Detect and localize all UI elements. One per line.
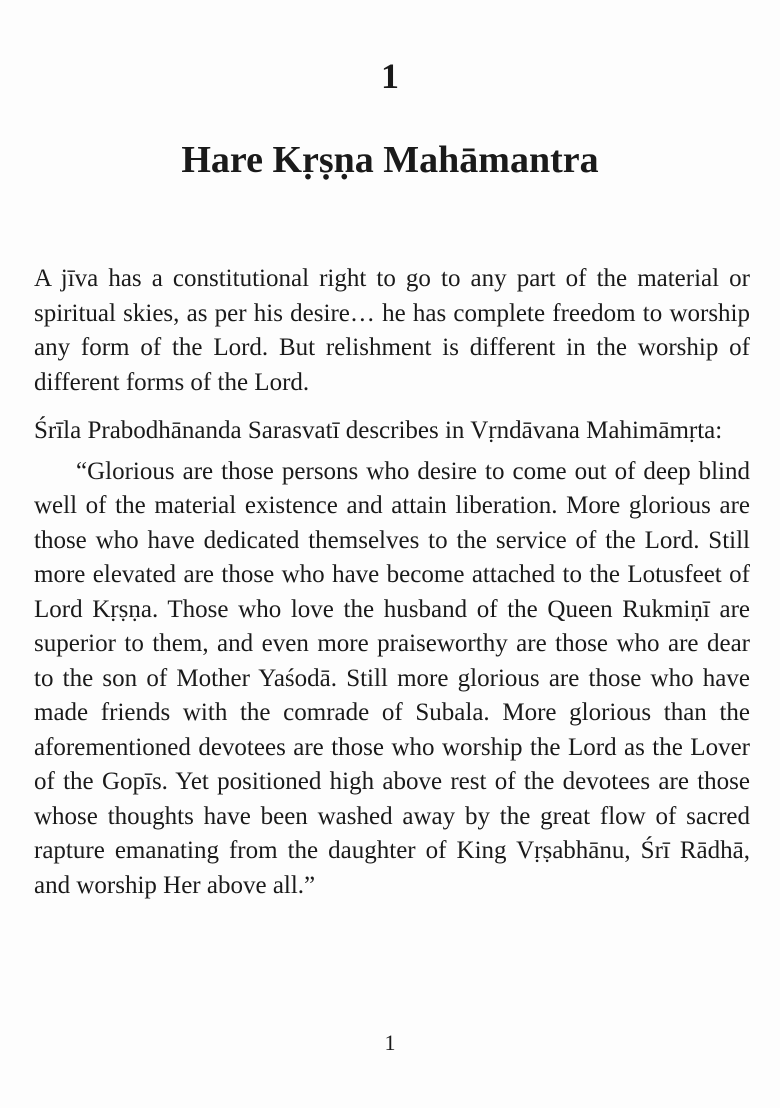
paragraph-intro: A jīva has a constitutional right to go to any part of the material or spiritual skies, as per his desire… he has complete freedom to worship any form of the Lord. But relishment is different in the worship of different forms of the Lord. bbox=[34, 265, 750, 396]
paragraph-quotation: “Glorious are those persons who desire to come out of deep blind well of the material existence and attain liberation. More glorious are those who have dedicated themselves to the service of the Lord. Still more elevated are those who have become attached to the Lotusfeet of Lord Kṛṣṇa. Those who love the husband of the Queen Rukmiṇī are superior to them, and even more praiseworthy are those who are dear to the son of Mother Yaśodā. Still more glorious are those who have made friends with the comrade of Subala. More glorious than the aforementioned devotees are those who worship the Lord as the Lover of the Gopīs. Yet positioned high above rest of the devotees are those whose thoughts have been washed away by the great flow of sacred rapture emanating from the daughter of King Vṛṣabhānu, Śrī Rādhā, and worship Her above all.” bbox=[34, 457, 750, 899]
page-number: 1 bbox=[384, 1030, 396, 1055]
chapter-body bbox=[34, 262, 750, 903]
chapter-title: Hare Kṛṣṇa Mahāmantra bbox=[181, 139, 599, 181]
paragraph-citation-lead: Śrīla Prabodhānanda Sarasvatī describes in Vṛndāvana Mahimāmṛta: bbox=[34, 417, 723, 444]
chapter-number: 1 bbox=[381, 56, 399, 96]
